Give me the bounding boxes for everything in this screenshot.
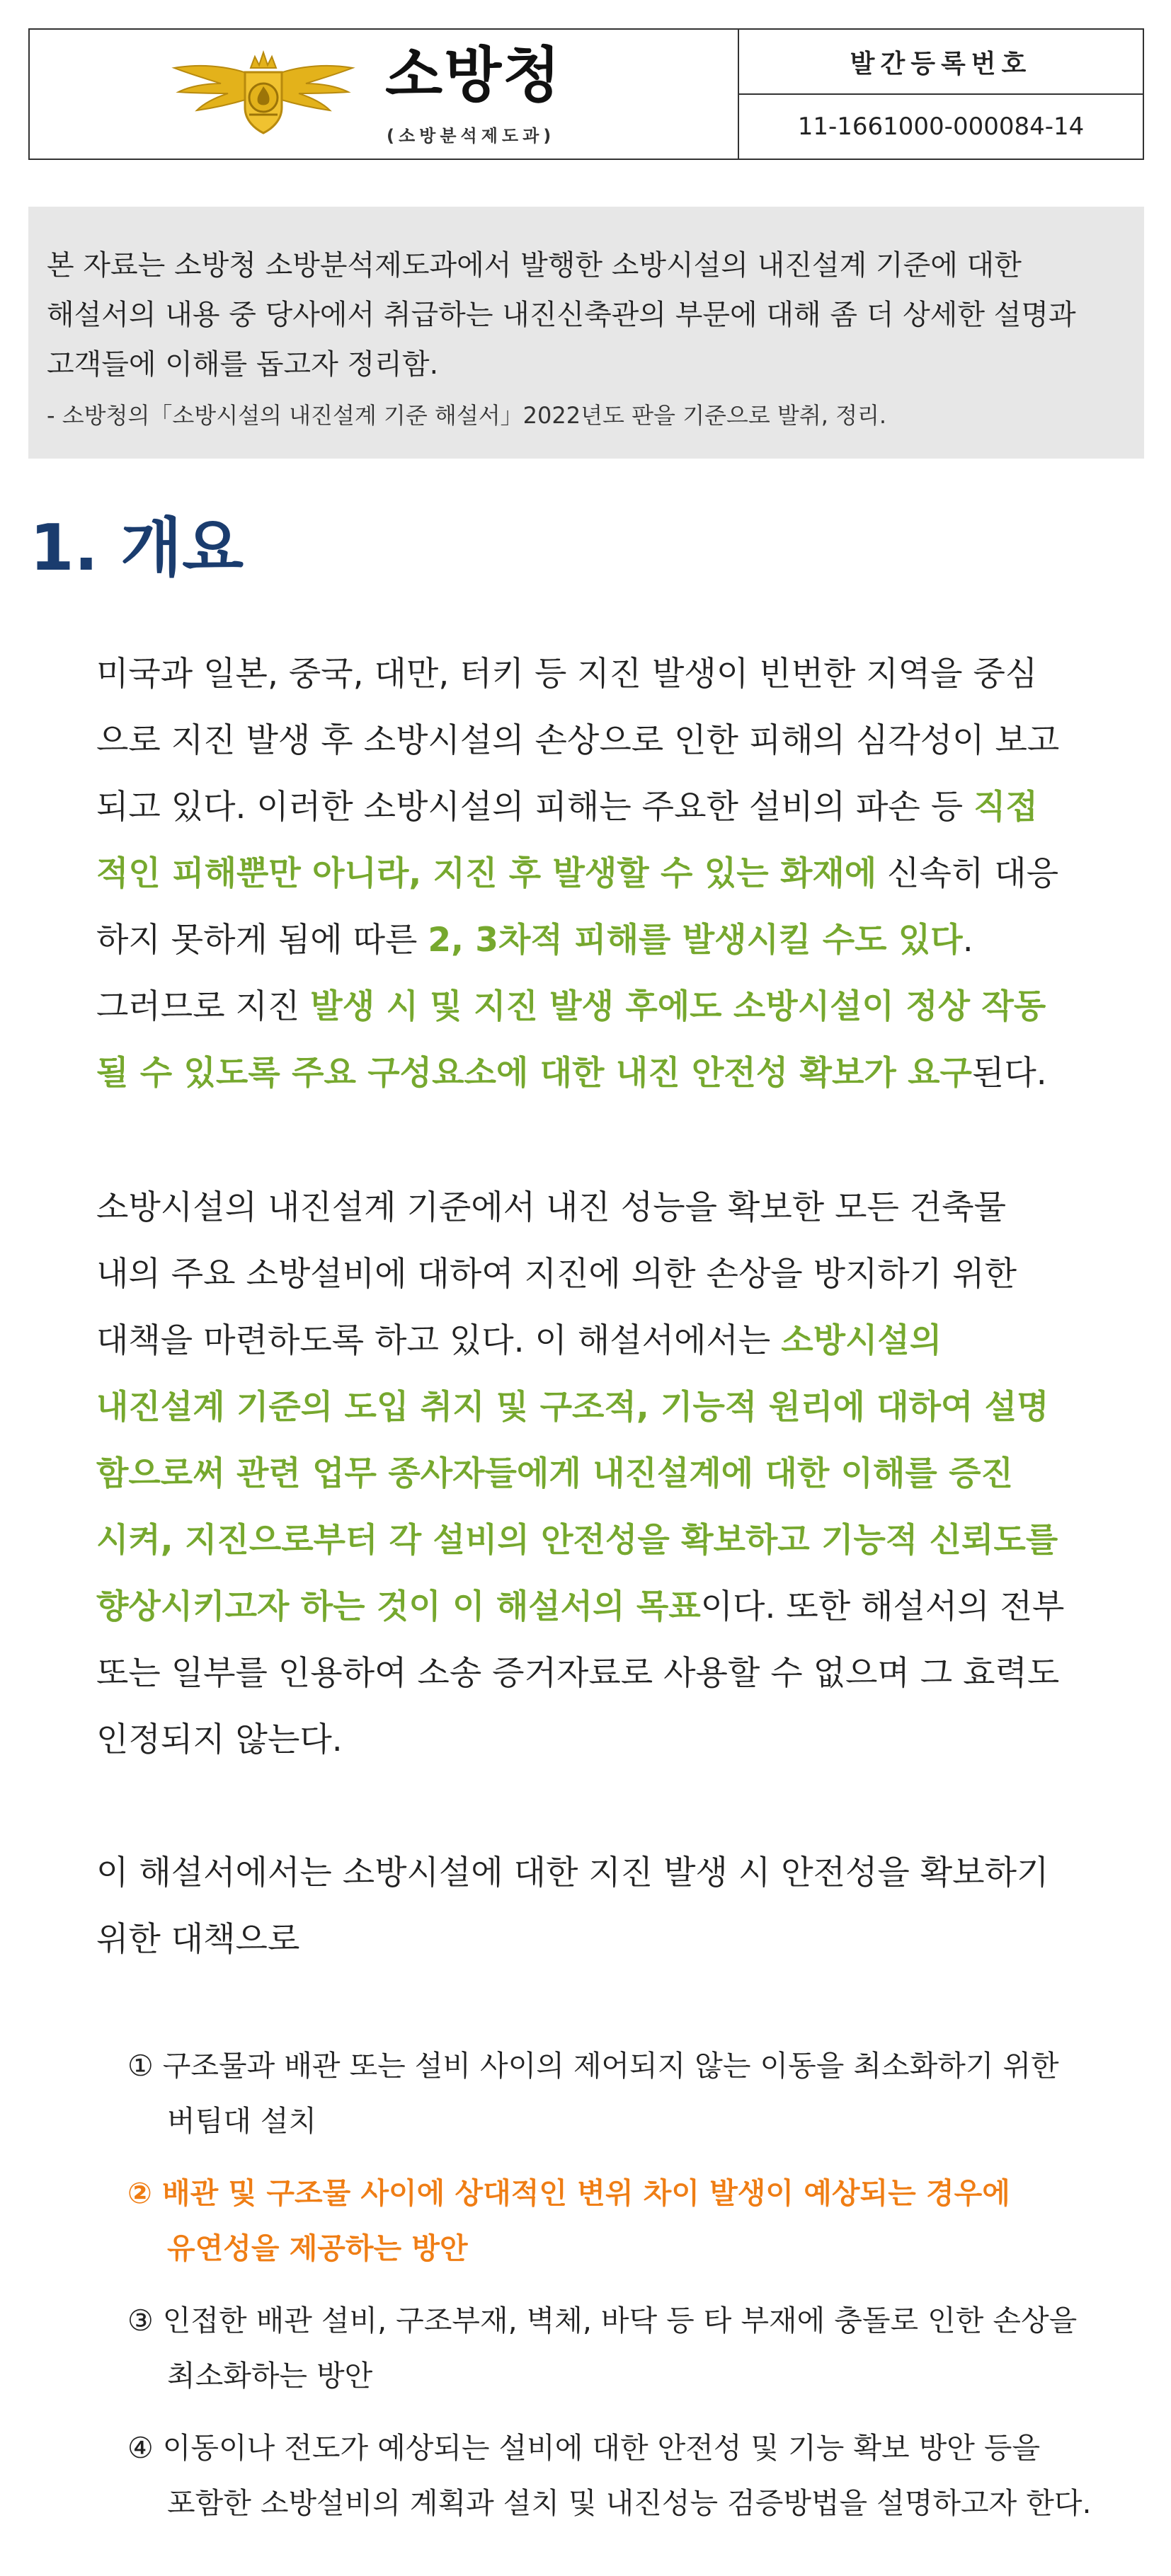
notice-source-note: - 소방청의「소방시설의 내진설계 기준 해설서」2022년도 판을 기준으로 발취, 정리. [47, 402, 887, 429]
highlight-text: 향상시키고자 하는 것이 이 해설서의 목표 [96, 1587, 701, 1626]
registration-label: 발간등록번호 [739, 30, 1143, 95]
text-run: 소방시설의 내진설계 기준에서 내진 성능을 확보한 모든 건축물 [96, 1188, 1007, 1227]
paragraph-line [96, 1907, 1144, 1973]
paragraph-line [96, 974, 1144, 1040]
paragraph-line [96, 1308, 1144, 1374]
section-title: 1. 개요 [30, 511, 244, 585]
paragraph-line [96, 907, 1144, 974]
paragraph-line [96, 1574, 1144, 1640]
registration-cell [739, 30, 1143, 159]
paragraph-line [96, 1175, 1144, 1241]
text-run: 으로 지진 발생 후 소방시설의 손상으로 인한 피해의 심각성이 보고 [96, 721, 1060, 760]
list-item-line: ① 구조물과 배관 또는 설비 사이의 제어되지 않는 이동을 최소화하기 위한 [127, 2049, 1059, 2083]
paragraph-line [96, 841, 1144, 907]
highlight-text: 시켜, 지진으로부터 각 설비의 안전성을 확보하고 기능적 신뢰도를 [96, 1521, 1058, 1560]
highlight-text: 직접 [973, 788, 1038, 827]
notice-line: 해설서의 내용 중 당사에서 취급하는 내진신축관의 부문에 대해 좀 더 상세한 설명과 [47, 299, 1076, 331]
list-item-line: 포함한 소방설비의 계획과 설치 및 내진성능 검증방법을 설명하고자 한다. [167, 2486, 1092, 2520]
highlight-text: 발생 시 및 지진 발생 후에도 소방시설이 정상 작동 [310, 987, 1046, 1026]
paragraph-line [96, 1441, 1144, 1507]
list-item-line: 유연성을 제공하는 방안 [167, 2231, 468, 2265]
list-item [127, 2420, 1147, 2531]
fire-agency-emblem-icon [171, 47, 355, 139]
text-run: 이다. 또한 해설서의 전부 [700, 1587, 1065, 1626]
org-name: 소방청 [385, 40, 562, 110]
text-run: 미국과 일본, 중국, 대만, 터키 등 지진 발생이 빈번한 지역을 중심 [96, 655, 1038, 694]
list-item-line: ④ 이동이나 전도가 예상되는 설비에 대한 안전성 및 기능 확보 방안 등을 [127, 2431, 1041, 2465]
text-run: 되고 있다. 이러한 소방시설의 피해는 주요한 설비의 파손 등 [96, 788, 974, 827]
list-item-line: ③ 인접한 배관 설비, 구조부재, 벽체, 바닥 등 타 부재에 충돌로 인한 손상을 [127, 2304, 1078, 2338]
text-run: 대책을 마련하도록 하고 있다. 이 해설서에서는 [96, 1321, 782, 1360]
list-item [127, 2166, 1147, 2276]
overview-paragraph-2 [96, 1175, 1144, 1773]
paragraph-line [96, 1640, 1144, 1707]
text-run: 신속히 대응 [876, 854, 1059, 893]
text-run: 또는 일부를 인용하여 소송 증거자료로 사용할 수 없으며 그 효력도 [96, 1654, 1060, 1693]
highlight-text: 함으로써 관련 업무 종사자들에게 내진설계에 대한 이해를 증진 [96, 1454, 1013, 1493]
measures-list [127, 2038, 1147, 2531]
overview-paragraph-3 [96, 1840, 1144, 1973]
registration-number: 11-1661000-000084-14 [797, 113, 1085, 141]
paragraph-line [96, 708, 1144, 774]
overview-paragraph-1 [96, 641, 1144, 1107]
paragraph-line [96, 1840, 1144, 1907]
highlight-text: 소방시설의 [781, 1321, 942, 1360]
text-run: 그러므로 지진 [96, 987, 311, 1026]
paragraph-line [96, 1040, 1144, 1107]
text-run: 하지 못하게 됨에 따른 [96, 921, 428, 960]
highlight-text: 적인 피해뿐만 아니라, 지진 후 발생할 수 있는 화재에 [96, 854, 877, 893]
notice-line: 본 자료는 소방청 소방분석제도과에서 발행한 소방시설의 내진설계 기준에 대한 [47, 249, 1022, 282]
paragraph-line [96, 1374, 1144, 1441]
paragraph-line [96, 641, 1144, 708]
paragraph-line [96, 1707, 1144, 1773]
paragraph-line [96, 1507, 1144, 1574]
highlight-text: 2, 3차적 피해를 발생시킬 수도 있다 [428, 921, 963, 960]
paragraph-line [96, 774, 1144, 841]
text-run: . [962, 921, 973, 960]
paragraph-line [96, 1241, 1144, 1308]
document-header [28, 28, 1144, 160]
text-run: 내의 주요 소방설비에 대하여 지진에 의한 손상을 방지하기 위한 [96, 1255, 1017, 1294]
list-item-line: 버팀대 설치 [167, 2104, 317, 2138]
text-run: 위한 대책으로 [96, 1920, 300, 1959]
list-item-line: ② 배관 및 구조물 사이에 상대적인 변위 차이 발생이 예상되는 경우에 [127, 2176, 1010, 2210]
list-item [127, 2293, 1147, 2403]
text-run: 인정되지 않는다. [96, 1720, 343, 1759]
list-item-line: 최소화하는 방안 [167, 2359, 373, 2393]
notice-box [28, 207, 1144, 459]
header-title-cell [30, 30, 739, 159]
text-run: 이 해설서에서는 소방시설에 대한 지진 발생 시 안전성을 확보하기 [96, 1853, 1049, 1892]
text-run: 된다. [971, 1054, 1047, 1093]
org-subtitle: (소방분석제도과) [387, 126, 556, 146]
list-item [127, 2038, 1147, 2149]
highlight-text: 내진설계 기준의 도입 취지 및 구조적, 기능적 원리에 대하여 설명 [96, 1388, 1049, 1427]
highlight-text: 될 수 있도록 주요 구성요소에 대한 내진 안전성 확보가 요구 [96, 1054, 972, 1093]
notice-line: 고객들에 이해를 돕고자 정리함. [47, 348, 439, 381]
